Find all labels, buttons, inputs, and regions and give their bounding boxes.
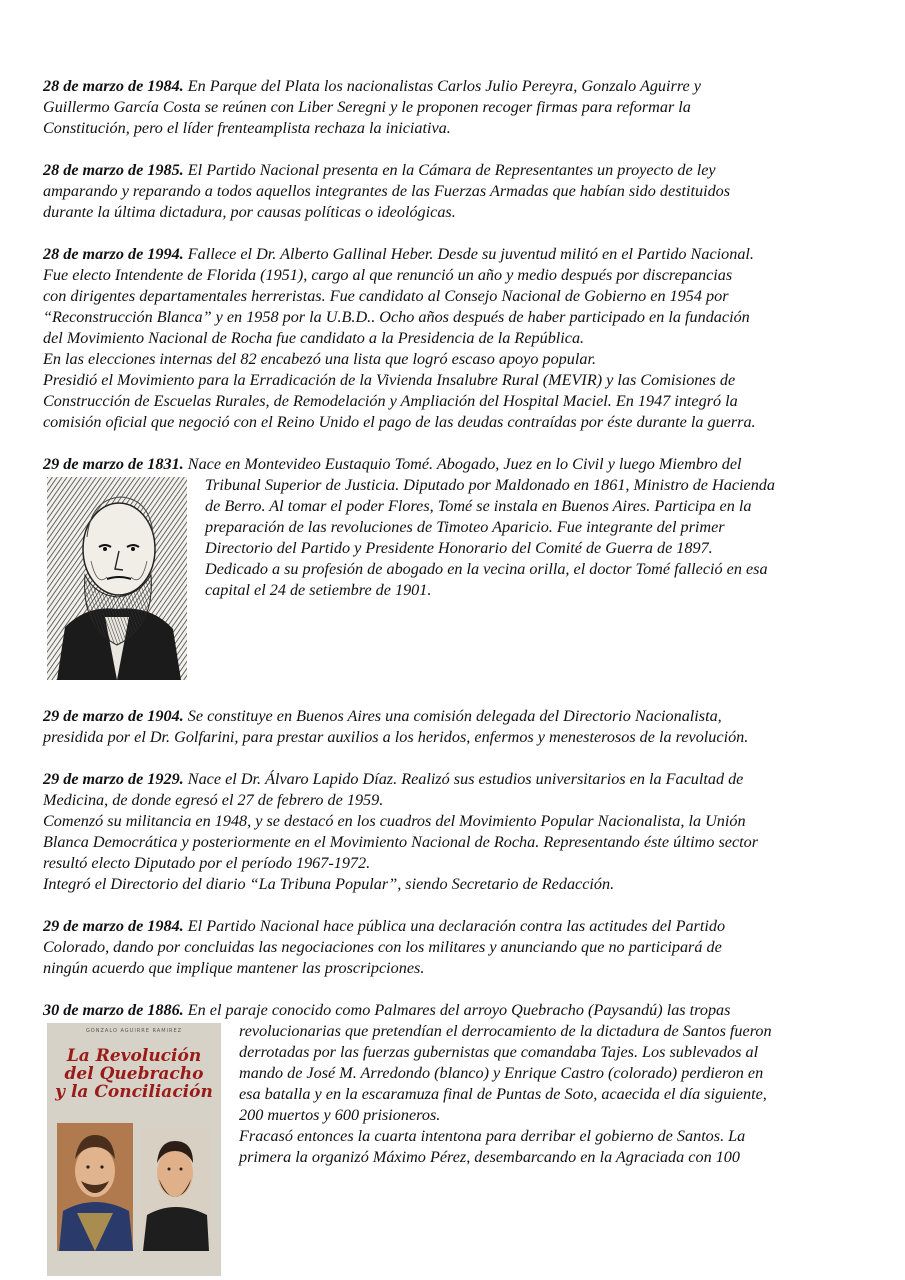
- portrait-drawing: [47, 477, 187, 680]
- entry-5-line-2: presidida por el Dr. Golfarini, para prestar auxilios a los heridos, enfermos y menesterosos de la revolución.: [43, 728, 749, 746]
- entry-6-line-2: Medicina, de donde egresó el 27 de febrero de 1959.: [43, 791, 384, 809]
- entry-6-line-6: Integró el Directorio del diario “La Tribuna Popular”, siendo Secretario de Redacción.: [43, 875, 615, 893]
- entry-text: Nace el Dr. Álvaro Lapido Díaz. Realizó sus estudios universitarios en la Facultad de: [187, 770, 744, 788]
- entry-date: 29 de marzo de 1904.: [43, 707, 184, 725]
- entry-7-line-2: Colorado, dando por concluidas las negociaciones con los militares y anunciando que no participará de: [43, 938, 722, 956]
- entry-text: Se constituye en Buenos Aires una comisión delegada del Directorio Nacionalista,: [187, 707, 722, 725]
- entry-3-line-4: “Reconstrucción Blanca” y en 1958 por la U.B.D.. Ocho años después de haber participado en la fundación: [43, 308, 750, 326]
- entry-8-line-3: derrotadas por las fuerzas gubernistas que comandaba Tajes. Los sublevados al: [239, 1043, 759, 1061]
- entry-6-line-1: [43, 769, 743, 790]
- entry-8-line-6: 200 muertos y 600 prisioneros.: [239, 1106, 441, 1124]
- book-cover-image: [47, 1023, 221, 1276]
- entry-7-line-1: [43, 916, 725, 937]
- entry-2-line-1: [43, 160, 716, 181]
- entry-1-line-3: Constitución, pero el líder frenteamplista rechaza la iniciativa.: [43, 119, 451, 137]
- entry-8-line-8: primera la organizó Máximo Pérez, desembarcando en la Agraciada con 100: [239, 1148, 740, 1166]
- entry-date: 29 de marzo de 1929.: [43, 770, 184, 788]
- entry-date: 28 de marzo de 1984.: [43, 77, 184, 95]
- book-cover-portraits: [47, 1023, 221, 1276]
- entry-4-line-1: [43, 454, 742, 475]
- entry-2-line-2: amparando y reparando a todos aquellos integrantes de las Fuerzas Armadas que habían sido destituidos: [43, 182, 731, 200]
- entry-6-line-4: Blanca Democrática y posteriormente en el Movimiento Nacional de Rocha. Representando éste último sector: [43, 833, 759, 851]
- entry-4-line-2: Tribunal Superior de Justicia. Diputado por Maldonado en 1861, Ministro de Hacienda: [205, 476, 775, 494]
- entry-8-line-1: [43, 1000, 730, 1021]
- entry-text: Nace en Montevideo Eustaquio Tomé. Abogado, Juez en lo Civil y luego Miembro del: [187, 455, 742, 473]
- entry-text: En Parque del Plata los nacionalistas Carlos Julio Pereyra, Gonzalo Aguirre y: [187, 77, 701, 95]
- entry-3-line-1: [43, 244, 754, 265]
- entry-date: 28 de marzo de 1985.: [43, 161, 184, 179]
- entry-3-line-6: En las elecciones internas del 82 encabezó una lista que logró escaso apoyo popular.: [43, 350, 596, 368]
- entry-1-line-1: [43, 76, 701, 97]
- book-title-line-3: y la Conciliación: [55, 1082, 213, 1102]
- entry-7-line-3: ningún acuerdo que implique mantener las proscripciones.: [43, 959, 425, 977]
- entry-date: 28 de marzo de 1994.: [43, 245, 184, 263]
- entry-3-line-7: Presidió el Movimiento para la Erradicación de la Vivienda Insalubre Rural (MEVIR) y las Comisiones de: [43, 371, 736, 389]
- entry-4-line-4: preparación de las revoluciones de Timoteo Aparicio. Fue integrante del primer: [205, 518, 725, 536]
- entry-8-line-5: esa batalla y en la escaramuza final de Puntas de Soto, acaecida el día siguiente,: [239, 1085, 767, 1103]
- entry-date: 29 de marzo de 1831.: [43, 455, 184, 473]
- book-title-line-2: del Quebracho: [64, 1064, 204, 1084]
- entry-1-line-2: Guillermo García Costa se reúnen con Liber Seregni y le proponen recoger firmas para reformar la: [43, 98, 691, 116]
- entry-text: El Partido Nacional presenta en la Cámara de Representantes un proyecto de ley: [187, 161, 716, 179]
- entry-5-line-1: [43, 706, 722, 727]
- book-title-line-1: La Revolución: [66, 1046, 202, 1066]
- entry-2-line-3: durante la última dictadura, por causas políticas o ideológicas.: [43, 203, 456, 221]
- entry-8-line-2: revolucionarias que pretendían el derrocamiento de la dictadura de Santos fueron: [239, 1022, 772, 1040]
- entry-3-line-9: comisión oficial que negoció con el Reino Unido el pago de las deudas contraídas por éste durante la guerra.: [43, 413, 756, 431]
- entry-3-line-3: con dirigentes departamentales herreristas. Fue candidato al Consejo Nacional de Gobierno en 1954 por: [43, 287, 729, 305]
- entry-3-line-2: Fue electo Intendente de Florida (1951), cargo al que renunció un año y medio después por discrepancias: [43, 266, 733, 284]
- entry-text: Fallece el Dr. Alberto Gallinal Heber. Desde su juventud militó en el Partido Nacional.: [187, 245, 754, 263]
- portrait-engraving-icon: [47, 477, 187, 680]
- entry-4-line-6: Dedicado a su profesión de abogado en la vecina orilla, el doctor Tomé falleció en esa: [205, 560, 768, 578]
- entry-date: 30 de marzo de 1886.: [43, 1001, 184, 1019]
- entry-8-line-7: Fracasó entonces la cuarta intentona para derribar el gobierno de Santos. La: [239, 1127, 746, 1145]
- entry-4-line-5: Directorio del Partido y Presidente Honorario del Comité de Guerra de 1897.: [205, 539, 713, 557]
- entry-text: El Partido Nacional hace pública una declaración contra las actitudes del Partido: [187, 917, 726, 935]
- entry-4-line-3: de Berro. Al tomar el poder Flores, Tomé se instala en Buenos Aires. Participa en la: [205, 497, 752, 515]
- entry-3-line-8: Construcción de Escuelas Rurales, de Remodelación y Ampliación del Hospital Maciel. En 1947 integró la: [43, 392, 738, 410]
- entry-6-line-3: Comenzó su militancia en 1948, y se destacó en los cuadros del Movimiento Popular Nacionalista, la Unión: [43, 812, 746, 830]
- book-author: GONZALO AGUIRRE RAMIREZ: [85, 1028, 183, 1034]
- entry-3-line-5: del Movimiento Nacional de Rocha fue candidato a la Presidencia de la República.: [43, 329, 585, 347]
- entry-date: 29 de marzo de 1984.: [43, 917, 184, 935]
- entry-6-line-5: resultó electo Diputado por el período 1967-1972.: [43, 854, 371, 872]
- entry-text: En el paraje conocido como Palmares del arroyo Quebracho (Paysandú) las tropas: [187, 1001, 731, 1019]
- entry-8-line-4: mando de José M. Arredondo (blanco) y Enrique Castro (colorado) perdieron en: [239, 1064, 764, 1082]
- entry-4-line-7: capital el 24 de setiembre de 1901.: [205, 581, 432, 599]
